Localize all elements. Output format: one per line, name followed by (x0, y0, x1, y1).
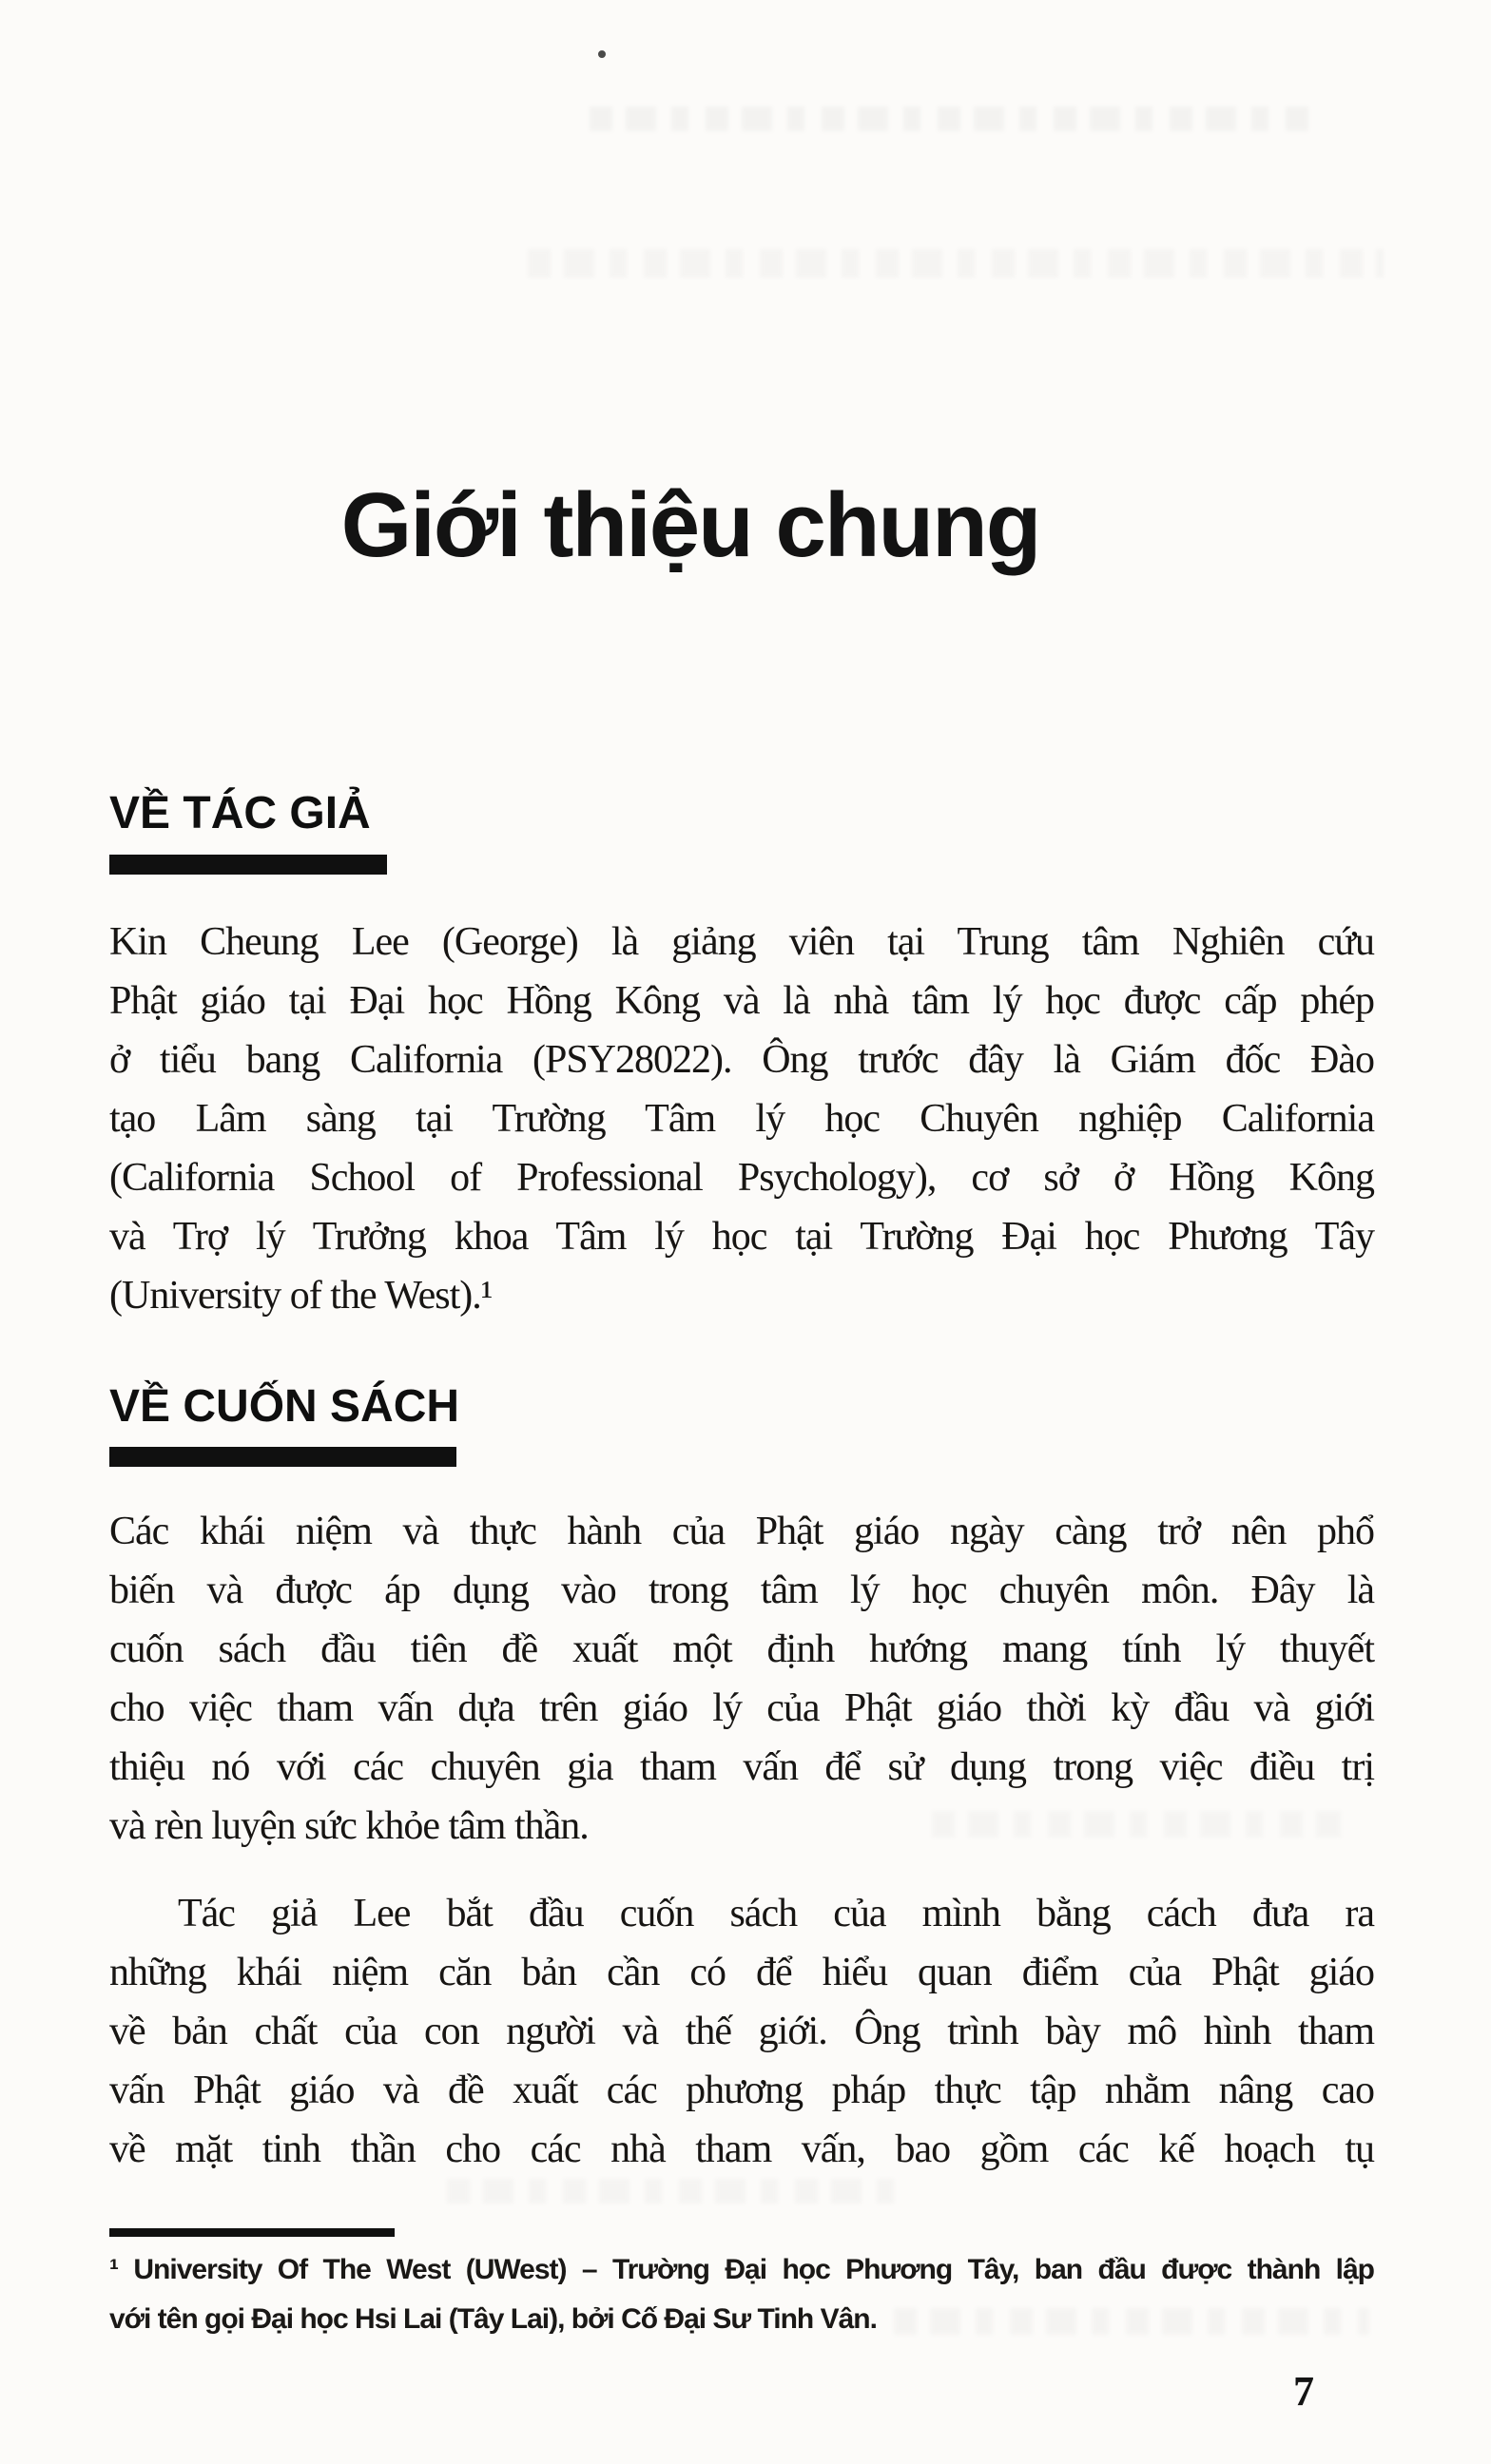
body-line: cho việc tham vấn dựa trên giáo lý của Phật giáo thời kỳ đầu và giới (109, 1686, 1374, 1730)
body-line: về bản chất của con người và thế giới. Ông trình bày mô hình tham (109, 2010, 1374, 2053)
section-heading-book: VỀ CUỐN SÁCH (109, 1381, 460, 1432)
page-number: 7 (1293, 2368, 1314, 2415)
body-line: biến và được áp dụng vào trong tâm lý học chuyên môn. Đây là (109, 1569, 1374, 1612)
section-heading-author: VỀ TÁC GIẢ (109, 788, 371, 838)
body-line: Tác giả Lee bắt đầu cuốn sách của mình bằng cách đưa ra (178, 1892, 1374, 1935)
chapter-title: Giới thiệu chung (340, 474, 1040, 576)
body-line: vấn Phật giáo và đề xuất các phương pháp thực tập nhằm nâng cao (109, 2069, 1374, 2112)
footnote-line: ¹ University Of The West (UWest) – Trường Đại học Phương Tây, ban đầu được thành lập (109, 2254, 1374, 2285)
heading-underline (109, 1447, 456, 1467)
body-line: những khái niệm căn bản cần có để hiểu quan điểm của Phật giáo (109, 1951, 1374, 1994)
ink-speck (598, 50, 606, 58)
body-line: Phật giáo tại Đại học Hồng Kông và là nhà tâm lý học được cấp phép (109, 979, 1374, 1023)
body-line: Các khái niệm và thực hành của Phật giáo ngày càng trở nên phổ (109, 1510, 1374, 1553)
footnote-rule (109, 2228, 395, 2237)
heading-underline (109, 855, 387, 875)
body-line: (California School of Professional Psychology), cơ sở ở Hồng Kông (109, 1156, 1374, 1200)
body-line: và rèn luyện sức khỏe tâm thần. (109, 1804, 589, 1848)
scan-artifact (590, 106, 1322, 131)
body-line: và Trợ lý Trưởng khoa Tâm lý học tại Trường Đại học Phương Tây (109, 1215, 1374, 1259)
body-line: tạo Lâm sàng tại Trường Tâm lý học Chuyên nghiệp California (109, 1097, 1374, 1141)
body-line: thiệu nó với các chuyên gia tham vấn để sử dụng trong việc điều trị (109, 1745, 1374, 1789)
body-line: (University of the West).¹ (109, 1274, 493, 1318)
body-line: Kin Cheung Lee (George) là giảng viên tại Trung tâm Nghiên cứu (109, 920, 1374, 964)
footnote-line: với tên gọi Đại học Hsi Lai (Tây Lai), bởi Cố Đại Sư Tinh Vân. (109, 2303, 877, 2335)
body-line: cuốn sách đầu tiên đề xuất một định hướng mang tính lý thuyết (109, 1627, 1374, 1671)
body-line: về mặt tinh thần cho các nhà tham vấn, bao gồm các kế hoạch tụ (109, 2127, 1374, 2171)
body-line: ở tiểu bang California (PSY28022). Ông trước đây là Giám đốc Đào (109, 1038, 1374, 1082)
scan-artifact (447, 2179, 903, 2204)
scan-artifact (528, 249, 1384, 278)
